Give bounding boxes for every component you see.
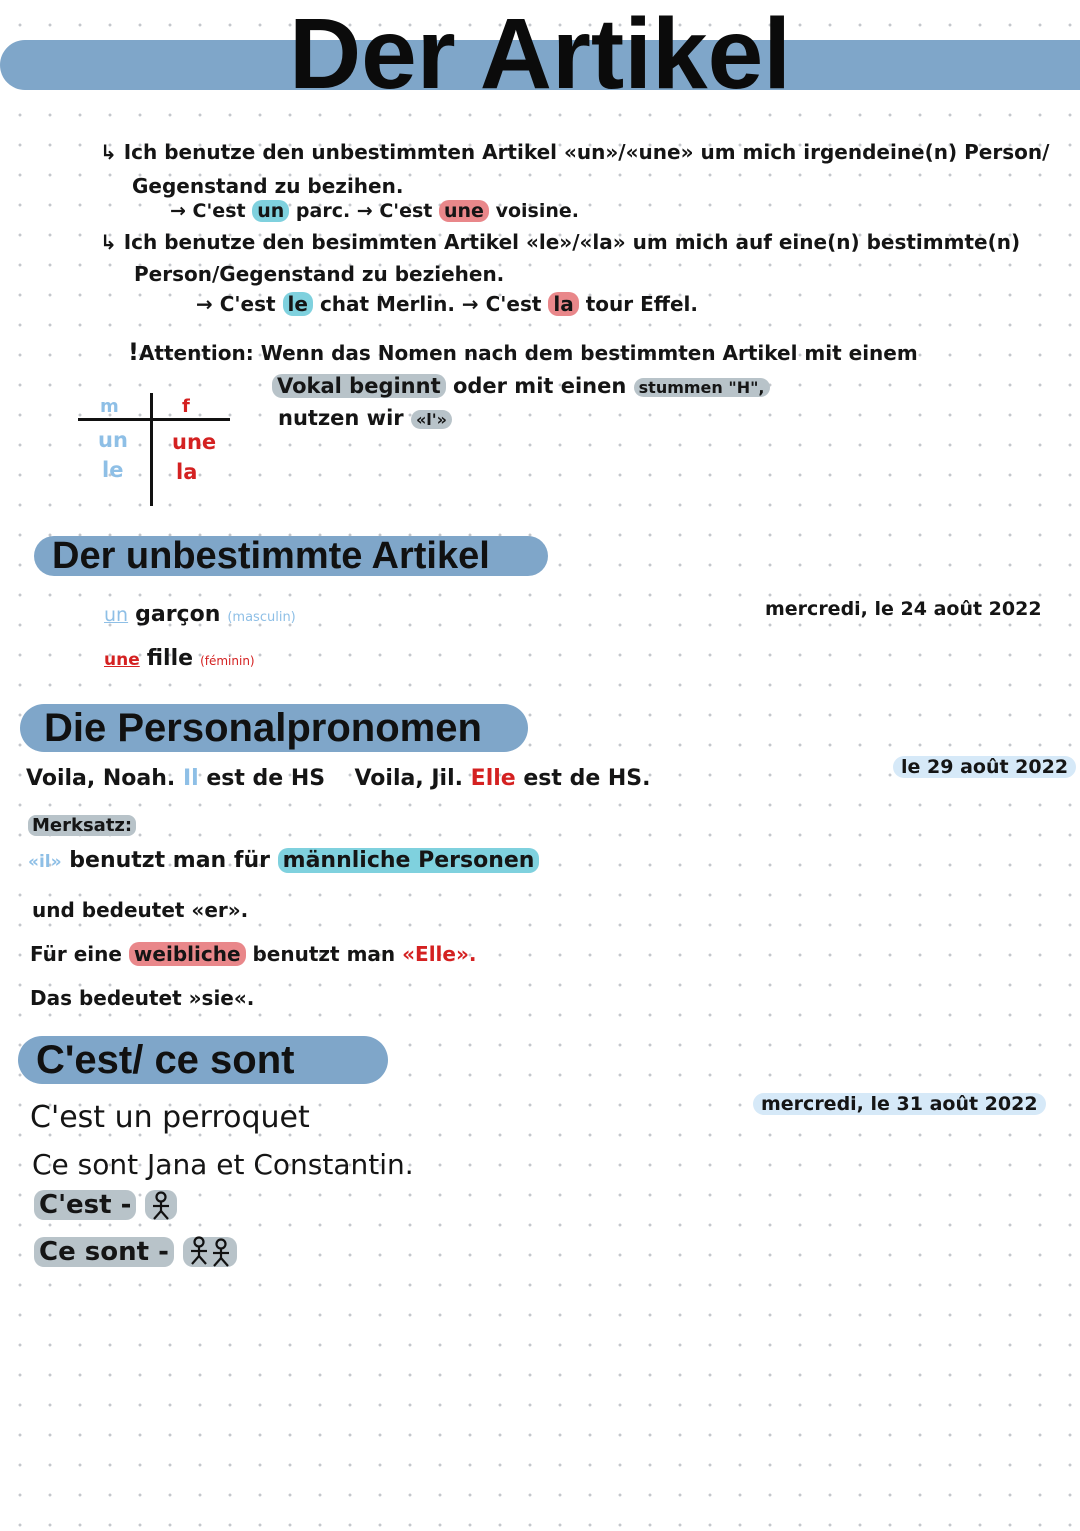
example-fille: une fille (féminin) bbox=[104, 646, 255, 671]
merksatz-line-1: «il» benutzt man für männliche Personen bbox=[28, 848, 539, 873]
highlight-une: une bbox=[439, 200, 489, 222]
table-cell-une: une bbox=[172, 430, 217, 454]
stick-figure-icon bbox=[145, 1190, 177, 1220]
merksatz-label: Merksatz: bbox=[28, 815, 136, 836]
turn-arrow-icon: ↳ bbox=[100, 140, 117, 164]
highlight-stumm: stummen "H", bbox=[634, 378, 770, 397]
arrow-right-icon: → bbox=[170, 200, 186, 222]
table-cell-le: le bbox=[102, 458, 124, 482]
table-cell-la: la bbox=[176, 460, 198, 484]
intro-line-4: Person/Gegenstand zu beziehen. bbox=[134, 262, 505, 286]
page-title: Der Artikel bbox=[288, 0, 792, 110]
attention-line-1: !Attention: Wenn das Nomen nach dem bestimmten Artikel mit einem bbox=[128, 338, 918, 366]
example-garcon: un garçon (masculin) bbox=[104, 602, 296, 627]
intro-line-3: ↳ Ich benutze den besimmten Artikel «le»/«la» um mich auf eine(n) bestimmte(n) bbox=[100, 230, 1021, 254]
table-cell-un: un bbox=[98, 428, 128, 452]
example-cest-person: C'est - bbox=[34, 1190, 177, 1221]
highlight-l-apostrophe: «l'» bbox=[411, 410, 452, 429]
date-24-august: mercredi, le 24 août 2022 bbox=[765, 598, 1042, 620]
pronoun-example-line: Voila, Noah. Il est de HS Voila, Jil. Elle est de HS. bbox=[26, 766, 651, 791]
two-stick-figures-icon bbox=[183, 1237, 237, 1267]
section-heading-personalpronomen: Die Personalpronomen bbox=[20, 704, 528, 752]
date-29-august: le 29 août 2022 bbox=[893, 756, 1076, 778]
arrow-right-icon: → bbox=[196, 292, 213, 316]
table-vertical-line bbox=[150, 393, 153, 506]
table-header-masculine: m bbox=[100, 396, 119, 417]
section-heading-cest-ce-sont: C'est/ ce sont bbox=[18, 1036, 388, 1084]
table-header-feminine: f bbox=[182, 396, 190, 417]
exclamation-icon: ! bbox=[128, 338, 139, 366]
merksatz-line-4: Das bedeutet »sie«. bbox=[30, 986, 255, 1010]
date-31-august: mercredi, le 31 août 2022 bbox=[753, 1093, 1046, 1115]
example-ce-sont-persons: Ce sont - bbox=[34, 1236, 237, 1268]
highlight-maennliche-personen: männliche Personen bbox=[278, 848, 540, 873]
example-2: → C'est le chat Merlin. → C'est la tour Effel. bbox=[196, 292, 698, 316]
section-heading-unbestimmte-artikel: Der unbestimmte Artikel bbox=[34, 536, 548, 576]
example-jana-constantin: Ce sont Jana et Constantin. bbox=[32, 1148, 414, 1181]
intro-line-2: Gegenstand zu bezihen. bbox=[132, 174, 404, 198]
highlight-vokal: Vokal beginnt bbox=[272, 374, 446, 398]
table-horizontal-line bbox=[78, 418, 230, 421]
example-1: → C'est un parc. → C'est une voisine. bbox=[170, 200, 579, 222]
attention-line-2: Vokal beginnt oder mit einen stummen "H", bbox=[272, 374, 770, 398]
example-perroquet: C'est un perroquet bbox=[30, 1100, 310, 1135]
merksatz-line-3: Für eine weibliche benutzt man «Elle». bbox=[30, 942, 477, 966]
merksatz-line-2: und bedeutet «er». bbox=[32, 898, 249, 922]
highlight-weibliche: weibliche bbox=[129, 942, 246, 966]
highlight-un: un bbox=[252, 200, 289, 222]
turn-arrow-icon: ↳ bbox=[100, 230, 117, 254]
highlight-la: la bbox=[548, 292, 578, 316]
highlight-le: le bbox=[283, 292, 313, 316]
attention-line-3: nutzen wir «l'» bbox=[278, 406, 452, 430]
intro-line-1: ↳ Ich benutze den unbestimmten Artikel «un»/«une» um mich irgendeine(n) Person/ bbox=[100, 140, 1050, 164]
